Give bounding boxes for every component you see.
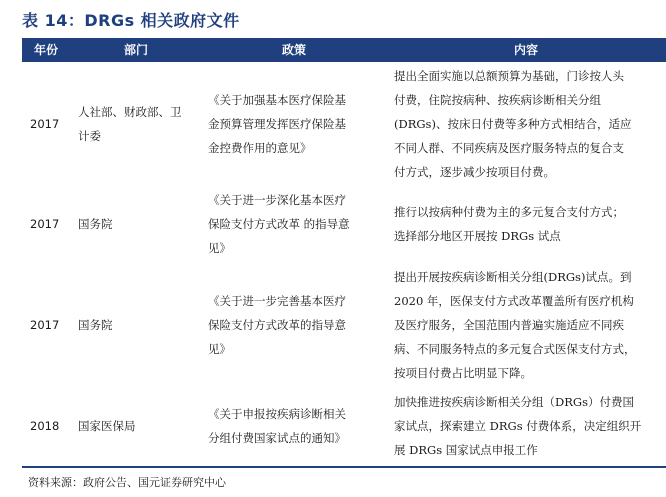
content-line: 及医疗服务，全国范围内普遍实施适应不同疾 (394, 318, 624, 332)
cell-content (386, 390, 666, 462)
policy-line: 金控费作用的意见》 (208, 140, 312, 155)
cell-policy (202, 289, 386, 361)
policy-line: 《关于进一步深化基本医疗 (208, 193, 346, 207)
content-line: 病、不同服务特点的多元复合式医保支付方式， (394, 342, 636, 356)
cell-year: 2017 (30, 318, 60, 332)
cell-year: 2017 (30, 116, 60, 131)
content-line: 2020 年，医保支付方式改革覆盖所有医疗机构 (394, 294, 634, 308)
header-year: 年份 (33, 43, 58, 57)
table-row (22, 62, 666, 185)
source-note: 资料来源：政府公告、国元证券研究中心 (28, 476, 226, 489)
content-line: (DRGs)、按床日付费等多种方式相结合，适应 (394, 116, 632, 131)
table-bottom-rule (22, 466, 666, 468)
content-line: 按项目付费占比明显下降。 (394, 366, 532, 380)
content-line: 家试点，探索建立 DRGs 付费体系，决定组织开 (394, 419, 642, 433)
cell-department (70, 414, 202, 438)
cell-policy (202, 188, 386, 260)
table-row (22, 387, 666, 465)
content-line: 选择部分地区开展按 DRGs 试点 (394, 229, 561, 243)
policy-line: 保险支付方式改革的指导意 (208, 318, 346, 332)
cell-policy (202, 88, 386, 160)
table-title: 表 14：DRGs 相关政府文件 (22, 11, 240, 30)
cell-department (70, 313, 202, 337)
policy-line: 见》 (208, 241, 231, 255)
cell-year: 2018 (30, 419, 60, 433)
dept-line: 国家医保局 (78, 419, 136, 433)
header-content: 内容 (513, 43, 538, 57)
content-line: 加快推进按疾病诊断相关分组（DRGs）付费国 (394, 395, 634, 409)
cell-content (386, 200, 666, 248)
dept-line: 国务院 (78, 318, 113, 332)
cell-policy (202, 402, 386, 450)
cell-department (70, 100, 202, 148)
policy-line: 分组付费国家试点的通知》 (208, 431, 346, 445)
cell-department (70, 212, 202, 236)
dept-line: 人社部、财政部、卫 (78, 104, 182, 119)
dept-line: 计委 (78, 128, 101, 143)
cell-content (386, 64, 666, 184)
content-line: 推行以按病种付费为主的多元复合支付方式； (394, 205, 624, 219)
content-line: 付费，住院按病种、按疾病诊断相关分组 (394, 92, 601, 107)
table-header (22, 38, 666, 62)
content-line: 不同人群、不同疾病及医疗服务特点的复合支 (394, 140, 624, 155)
policy-table (22, 38, 666, 465)
policy-line: 金预算管理发挥医疗保险基 (208, 116, 346, 131)
cell-year: 2017 (30, 217, 60, 231)
dept-line: 国务院 (78, 217, 113, 231)
table-row (22, 185, 666, 263)
policy-line: 见》 (208, 342, 231, 356)
policy-line: 《关于进一步完善基本医疗 (208, 294, 346, 308)
header-department: 部门 (123, 43, 148, 57)
content-line: 提出开展按疾病诊断相关分组(DRGs)试点。到 (394, 270, 632, 284)
content-line: 付方式，逐步减少按项目付费。 (394, 164, 555, 179)
content-line: 展 DRGs 国家试点申报工作 (394, 443, 538, 457)
policy-line: 《关于申报按疾病诊断相关 (208, 407, 346, 421)
table-row (22, 263, 666, 387)
policy-line: 《关于加强基本医疗保险基 (208, 92, 346, 107)
header-policy: 政策 (281, 43, 306, 57)
cell-content (386, 265, 666, 385)
policy-line: 保险支付方式改革 的指导意 (208, 217, 350, 231)
content-line: 提出全面实施以总额预算为基础，门诊按人头 (394, 68, 624, 83)
